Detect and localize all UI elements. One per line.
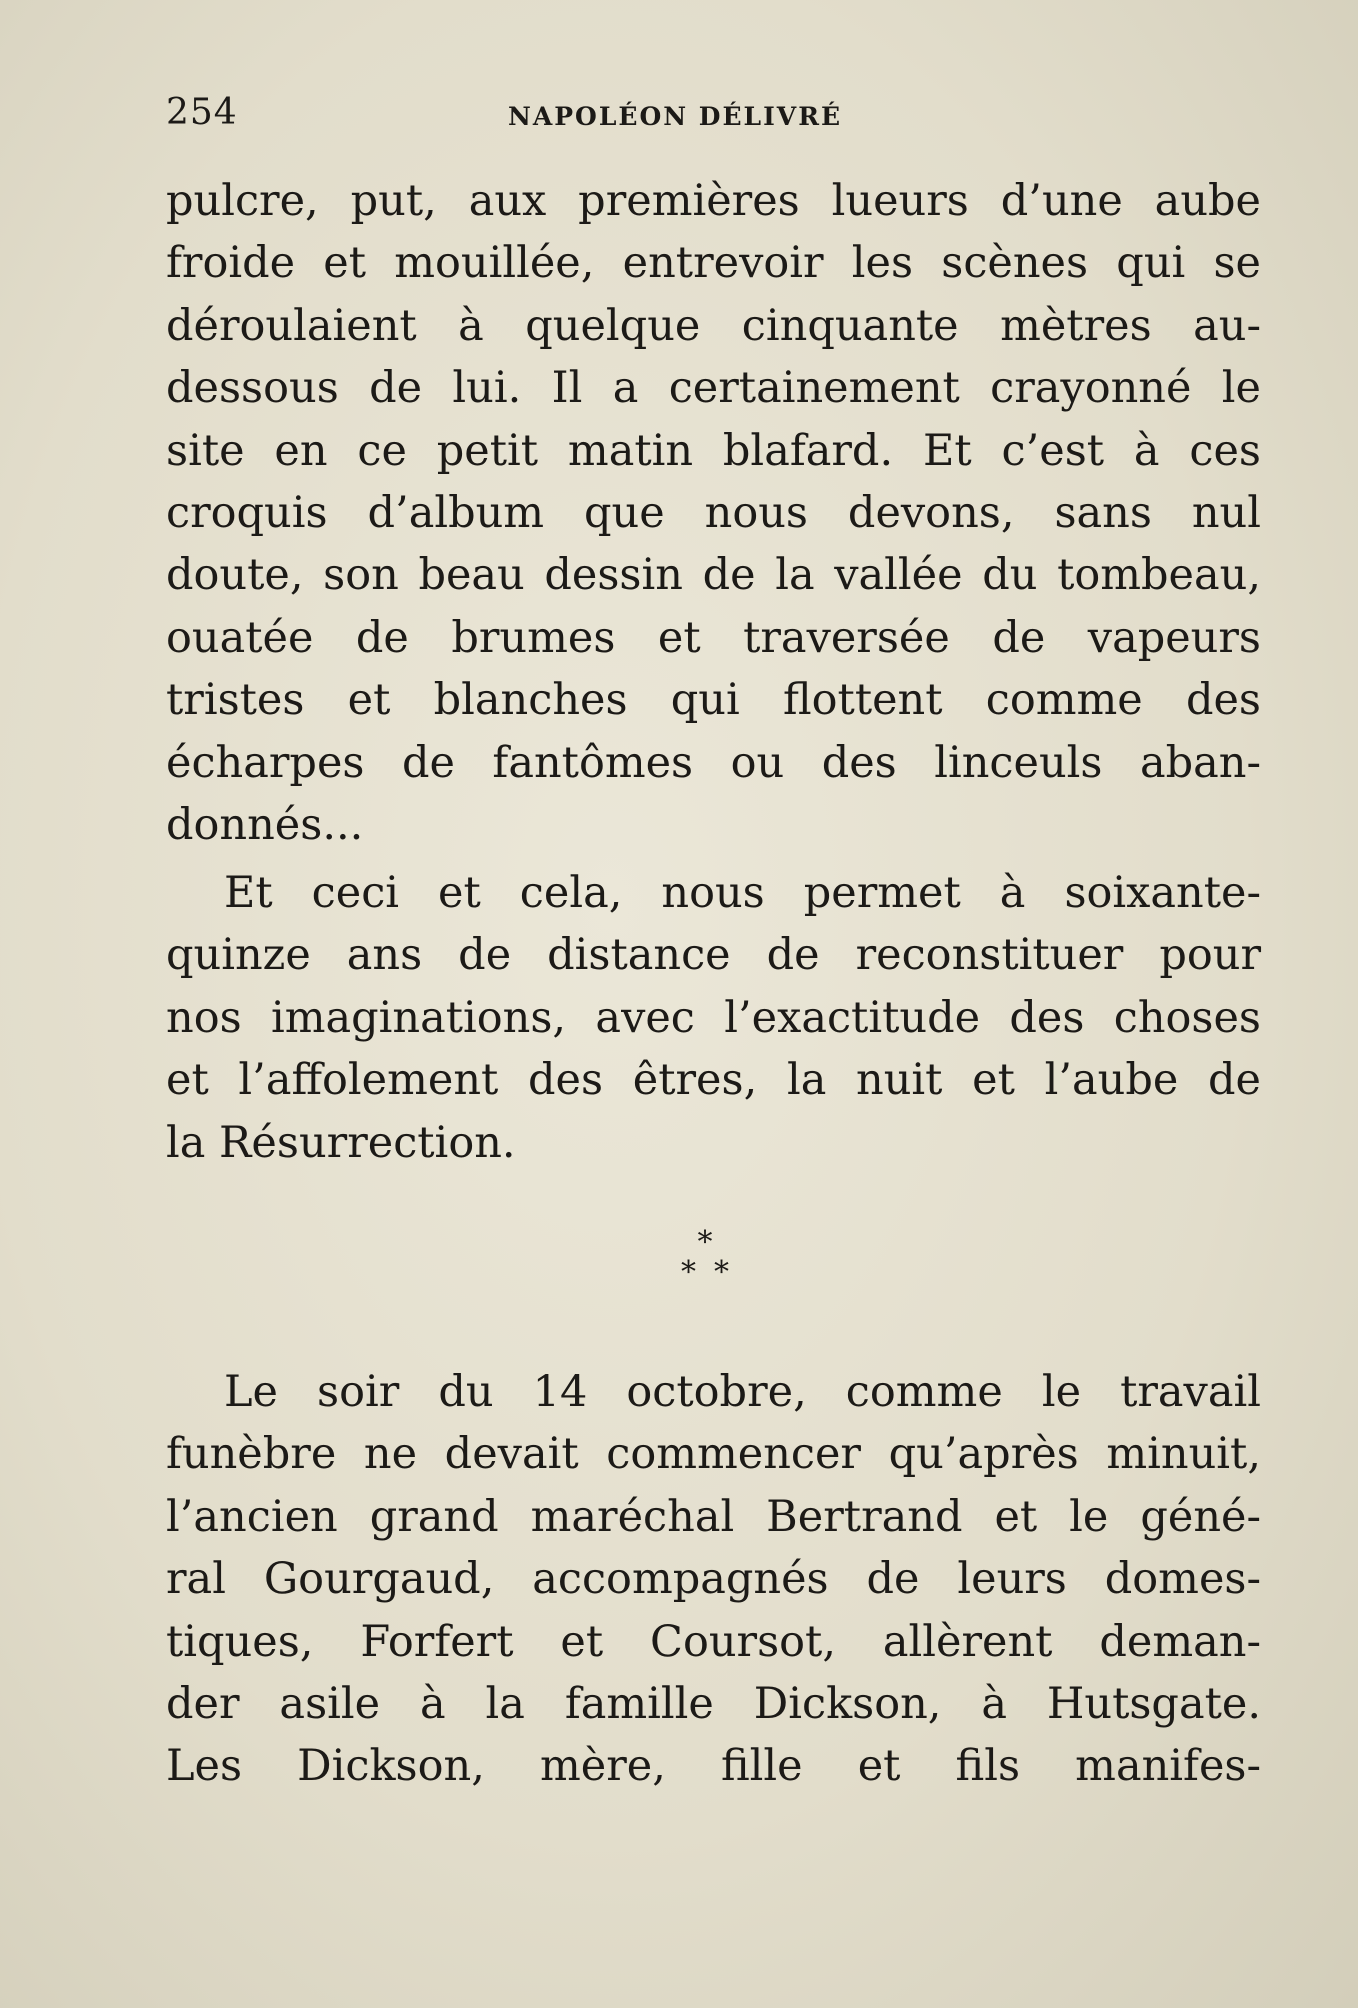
text-line: quinze ans de distance de reconstituer pour: [166, 930, 1261, 981]
text-line: tristes et blanches qui flottent comme des: [166, 675, 1261, 726]
text-line: dessous de lui. Il a certainement crayonné le: [166, 363, 1261, 414]
text-line: Les Dickson, mère, fille et fils manifes-: [166, 1741, 1261, 1792]
section-break-asterism: [655, 1225, 755, 1298]
text-line: et l’affolement des êtres, la nuit et l’aube de: [166, 1055, 1261, 1106]
paragraph-2: [166, 862, 1261, 1174]
text-line: Le soir du 14 octobre, comme le travail: [224, 1367, 1261, 1417]
text-line: l’ancien grand maréchal Bertrand et le géné-: [166, 1491, 1261, 1542]
text-line: croquis d’album que nous devons, sans nul: [166, 487, 1261, 538]
text-line: pulcre, put, aux premières lueurs d’une aube: [166, 176, 1261, 226]
text-line: ouatée de brumes et traversée de vapeurs: [166, 612, 1261, 663]
text-line: la Résurrection.: [166, 1117, 516, 1168]
paragraph-1: [166, 170, 1261, 856]
text-line: déroulaient à quelque cinquante mètres au-: [166, 300, 1261, 351]
running-title: NAPOLÉON DÉLIVRÉ: [508, 102, 843, 131]
text-line: funèbre ne devait commencer qu’après minuit,: [166, 1429, 1261, 1480]
text-line: der asile à la famille Dickson, à Hutsgate.: [166, 1678, 1261, 1729]
text-line: ral Gourgaud, accompagnés de leurs domes-: [166, 1554, 1261, 1605]
text-line: Et ceci et cela, nous permet à soixante-: [224, 868, 1261, 918]
asterism-star: **: [681, 1255, 747, 1290]
page-number: 254: [166, 92, 238, 133]
paragraph-3: [166, 1361, 1261, 1798]
page-header: [166, 92, 1266, 142]
text-line: tiques, Forfert et Coursot, allèrent deman-: [166, 1616, 1261, 1667]
text-line: site en ce petit matin blafard. Et c’est à ces: [166, 425, 1261, 476]
text-line: écharpes de fantômes ou des linceuls aban-: [166, 737, 1261, 788]
text-line: froide et mouillée, entrevoir les scènes qui se: [166, 238, 1261, 289]
text-line: doute, son beau dessin de la vallée du tombeau,: [166, 550, 1261, 601]
asterism-star: *: [697, 1225, 713, 1260]
text-line: nos imaginations, avec l’exactitude des choses: [166, 992, 1261, 1043]
text-line: donnés...: [166, 799, 364, 850]
